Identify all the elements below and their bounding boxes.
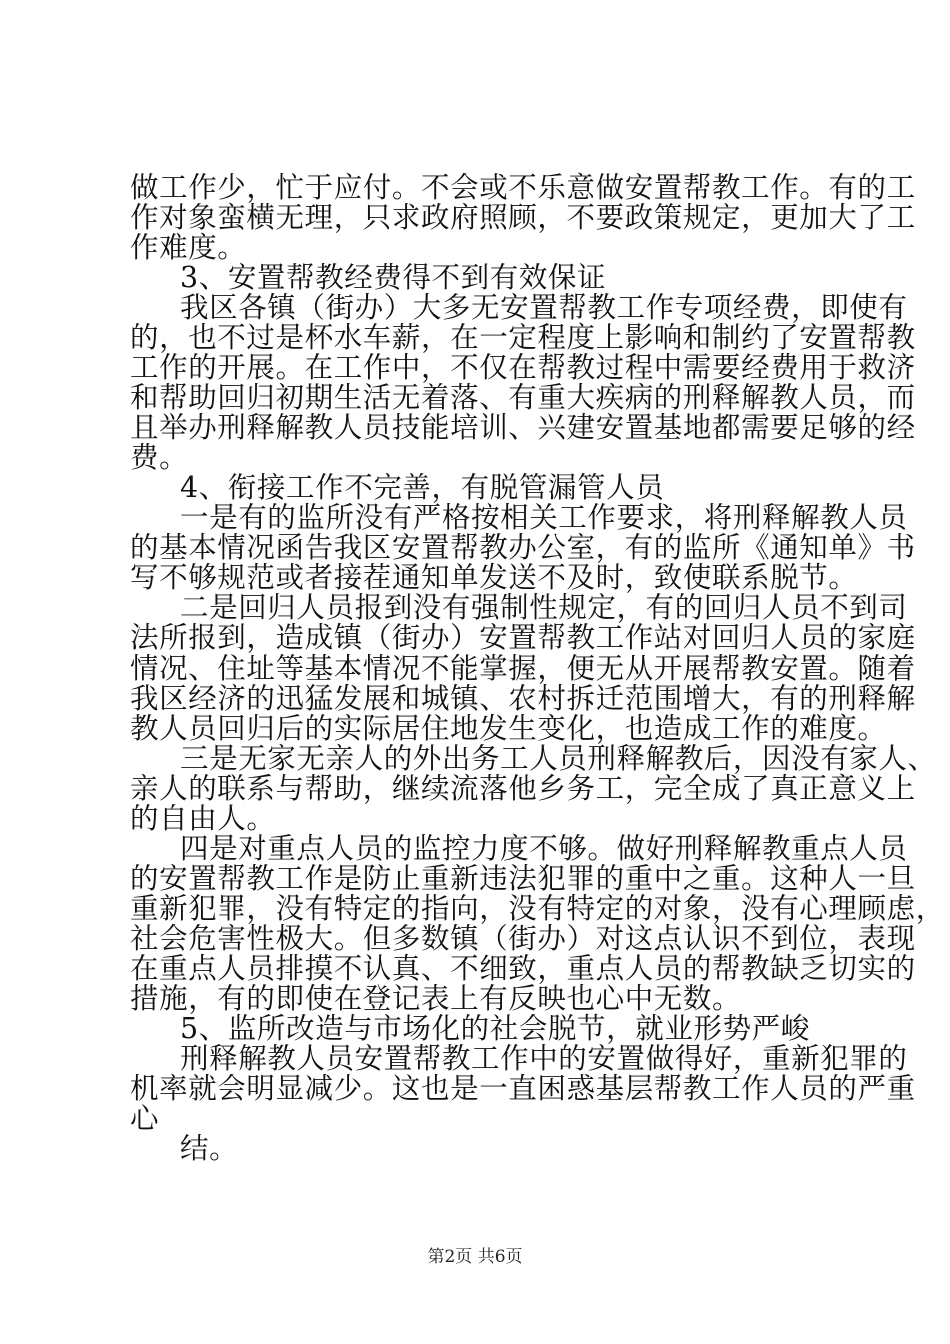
body-line: 措施，有的即使在登记表上有反映也心中无数。	[130, 981, 742, 1015]
body-line: 社会危害性极大。但多数镇（街办）对这点认识不到位，表现	[130, 921, 916, 955]
body-line: 工作的开展。在工作中，不仅在帮教过程中需要经费用于救济	[130, 351, 916, 385]
body-line: 刑释解教人员安置帮教工作中的安置做得好，重新犯罪的	[180, 1041, 908, 1075]
body-line: 三是无家无亲人的外出务工人员刑释解教后，因没有家人、	[180, 741, 937, 775]
body-line: 我区经济的迅猛发展和城镇、农村拆迁范围增大，有的刑释解	[130, 681, 916, 715]
body-line: 做工作少，忙于应付。不会或不乐意做安置帮教工作。有的工	[130, 171, 916, 204]
body-line: 的基本情况函告我区安置帮教办公室，有的监所《通知单》书	[130, 531, 916, 565]
body-line: 教人员回归后的实际居住地发生变化，也造成工作的难度。	[130, 711, 887, 745]
body-line: 四是对重点人员的监控力度不够。做好刑释解教重点人员	[180, 831, 908, 865]
body-line: 作对象蛮横无理，只求政府照顾，不要政策规定，更加大了工	[130, 201, 916, 235]
body-line: 二是回归人员报到没有强制性规定，有的回归人员不到司	[180, 591, 908, 625]
body-line: 机率就会明显减少。这也是一直困惑基层帮教工作人员的严重	[130, 1071, 916, 1105]
body-line: 心	[130, 1101, 160, 1135]
body-line: 我区各镇（街办）大多无安置帮教工作专项经费，即使有	[180, 291, 908, 325]
body-line: 写不够规范或者接茬通知单发送不及时，致使联系脱节。	[130, 561, 858, 595]
body-line: 和帮助回归初期生活无着落、有重大疾病的刑释解教人员，而	[130, 381, 916, 415]
body-line: 情况、住址等基本情况不能掌握，便无从开展帮教安置。随着	[130, 651, 916, 685]
section-heading: 4、衔接工作不完善，有脱管漏管人员	[180, 471, 665, 505]
body-line: 重新犯罪，没有特定的指向，没有特定的对象，没有心理顾虑，	[130, 891, 945, 925]
body-line: 亲人的联系与帮助，继续流落他乡务工，完全成了真正意义上	[130, 771, 916, 805]
body-line: 费。	[130, 441, 189, 475]
body-line: 法所报到，造成镇（街办）安置帮教工作站对回归人员的家庭	[130, 621, 916, 655]
body-line: 的，也不过是杯水车薪，在一定程度上影响和制约了安置帮教	[130, 321, 916, 355]
body-line: 的自由人。	[130, 801, 276, 835]
body-line: 结。	[180, 1132, 239, 1165]
page-footer: 第2页 共6页	[427, 1247, 523, 1267]
body-line: 作难度。	[130, 231, 247, 265]
body-line: 一是有的监所没有严格按相关工作要求，将刑释解教人员	[180, 501, 908, 535]
body-line: 的安置帮教工作是防止重新违法犯罪的重中之重。这种人一旦	[130, 861, 916, 895]
body-line: 且举办刑释解教人员技能培训、兴建安置基地都需要足够的经	[130, 411, 916, 445]
section-heading: 3、安置帮教经费得不到有效保证	[180, 261, 607, 295]
body-line: 在重点人员排摸不认真、不细致，重点人员的帮教缺乏切实的	[130, 951, 916, 985]
section-heading: 5、监所改造与市场化的社会脱节，就业形势严峻	[180, 1011, 810, 1045]
